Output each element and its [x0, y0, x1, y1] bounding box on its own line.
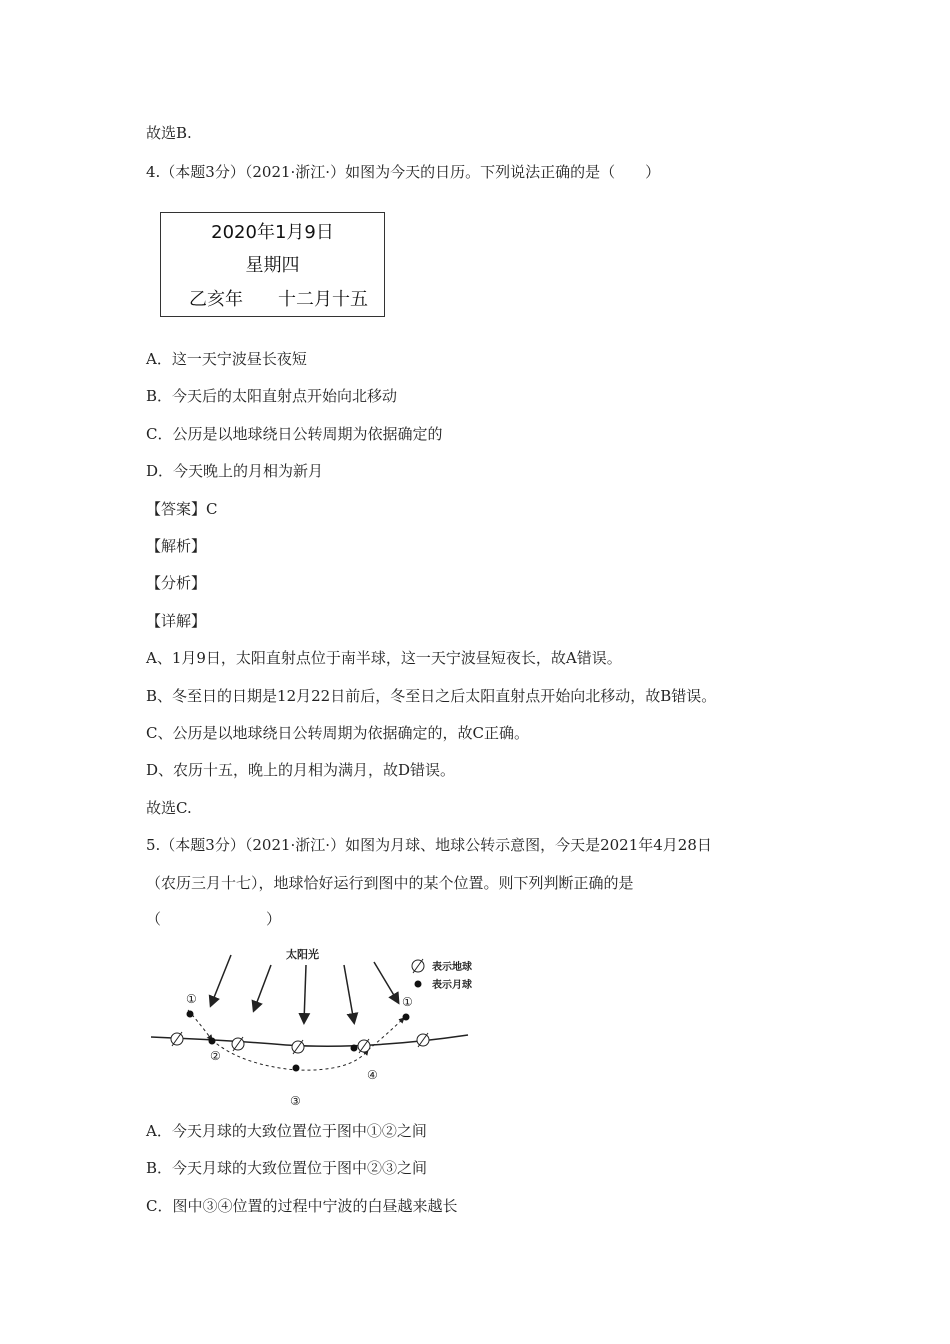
detail-a: A、1月9日，太阳直射点位于南半球，这一天宁波昼短夜长，故A错误。: [146, 649, 622, 667]
calendar-date: 2020年1月9日: [211, 222, 334, 243]
earth-icon: [292, 1040, 304, 1054]
option-4c: C．公历是以地球绕日公转周期为依据确定的: [146, 425, 443, 443]
option-5a: A．今天月球的大致位置位于图中①②之间: [146, 1122, 427, 1140]
sunlight-ray: [374, 962, 398, 1002]
question-5-stem-1: 5.（本题3分）（2021·浙江·）如图为月球、地球公转示意图，今天是2021年4月28日: [146, 836, 712, 854]
detail-heading: 【详解】: [146, 612, 207, 630]
conclusion-b: 故选B.: [146, 124, 192, 142]
legend-earth-icon: [412, 959, 424, 973]
position-2-label: ②: [210, 1049, 221, 1063]
detail-c: C、公历是以地球绕日公转周期为依据确定的，故C正确。: [146, 724, 529, 742]
moon-orbit-path: [368, 1018, 404, 1050]
earth-icon: [358, 1039, 370, 1053]
calendar-figure: [160, 212, 385, 317]
question-5-stem-2: （农历三月十七），地球恰好运行到图中的某个位置。则下列判断正确的是: [146, 874, 634, 892]
moon-dot: [403, 1014, 410, 1021]
sunlight-label: 太阳光: [286, 948, 319, 961]
option-4d: D．今天晚上的月相为新月: [146, 462, 324, 480]
option-5b: B．今天月球的大致位置位于图中②③之间: [146, 1159, 428, 1177]
position-3-label: ③: [290, 1094, 301, 1108]
position-4-label: ④: [367, 1068, 378, 1082]
option-4a: A．这一天宁波昼长夜短: [146, 350, 307, 368]
sunlight-ray: [254, 965, 271, 1010]
calendar-year: 乙亥年: [189, 289, 243, 310]
moon-dot: [187, 1011, 194, 1018]
earth-icon: [171, 1032, 183, 1046]
legend-moon-label: 表示月球: [432, 980, 472, 991]
earth-icon: [232, 1037, 244, 1051]
analysis-heading: 【解析】: [146, 537, 207, 555]
calendar-lunar-date: 十二月十五: [278, 289, 368, 310]
analysis-sub-heading: 【分析】: [146, 574, 207, 592]
sunlight-ray: [344, 965, 354, 1022]
legend-moon-dot: [415, 981, 422, 988]
earth-moon-orbit-diagram: [146, 940, 486, 1110]
sunlight-ray: [304, 965, 306, 1022]
moon-dot: [351, 1045, 358, 1052]
sunlight-ray: [211, 955, 231, 1005]
position-1b-label: ①: [402, 995, 413, 1009]
conclusion-c: 故选C.: [146, 799, 192, 817]
option-5c: C．图中③④位置的过程中宁波的白昼越来越长: [146, 1197, 458, 1215]
position-1-label: ①: [186, 992, 197, 1006]
question-4-stem: 4.（本题3分）（2021·浙江·）如图为今天的日历。下列说法正确的是（ ）: [146, 163, 661, 181]
calendar-weekday: 星期四: [245, 255, 300, 276]
earth-icon: [417, 1033, 429, 1047]
option-4b: B．今天后的太阳直射点开始向北移动: [146, 387, 398, 405]
legend-earth-label: 表示地球: [432, 962, 472, 973]
question-5-blank: （ ）: [146, 910, 282, 928]
detail-d: D、农历十五，晚上的月相为满月，故D错误。: [146, 761, 456, 779]
detail-b: B、冬至日的日期是12月22日前后，冬至日之后太阳直射点开始向北移动，故B错误。: [146, 687, 717, 705]
moon-dot: [293, 1065, 300, 1072]
moon-dot: [209, 1038, 216, 1045]
answer-label: 【答案】C: [146, 500, 218, 518]
